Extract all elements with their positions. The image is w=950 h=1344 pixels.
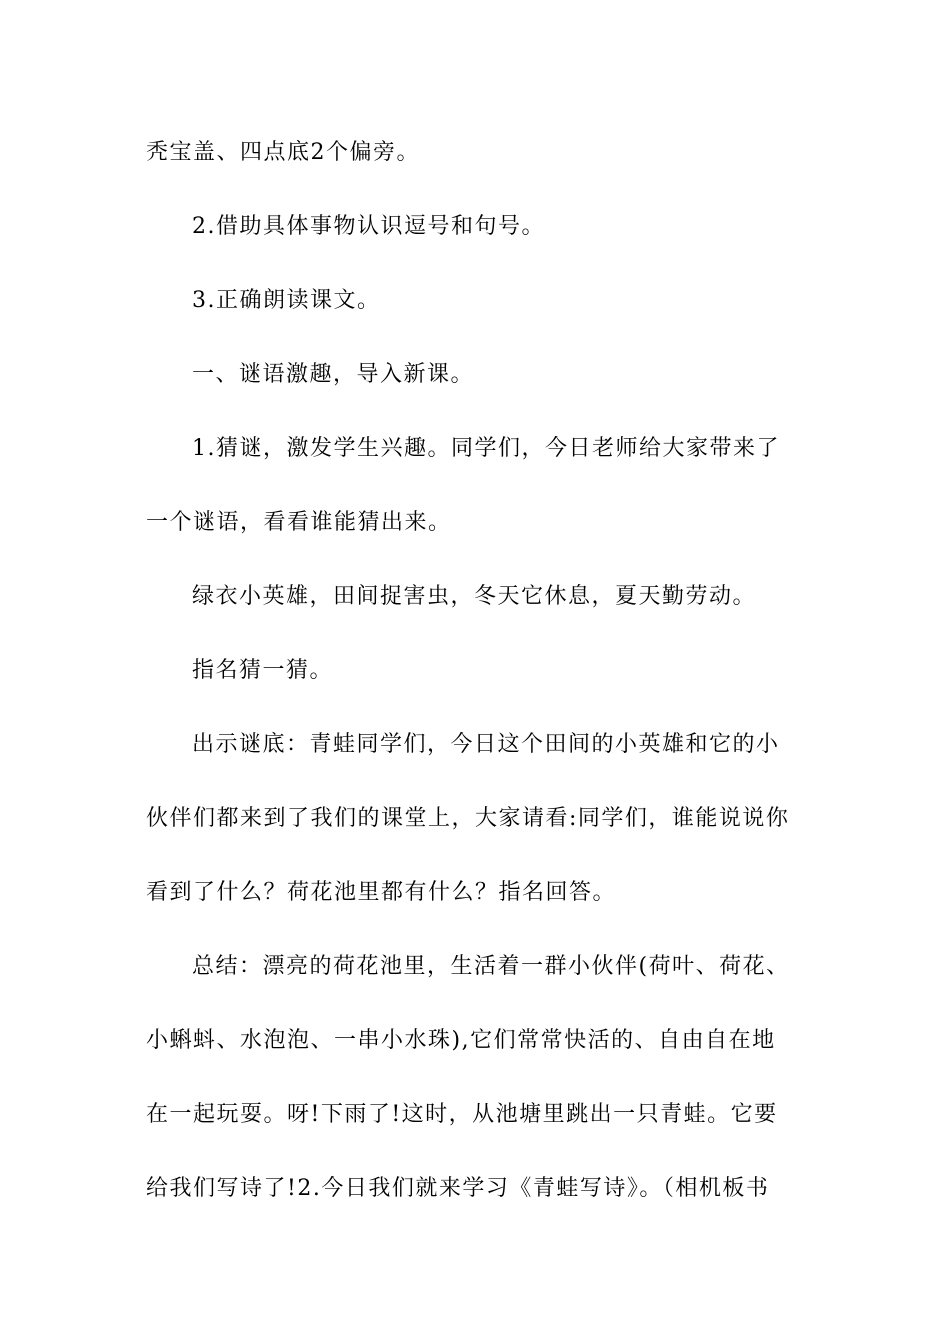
text-line: 2.借助具体事物认识逗号和句号。	[192, 214, 545, 239]
text-line: 给我们写诗了!2.今日我们就来学习《青蛙写诗》。（相机板书	[146, 1176, 770, 1201]
text-line: 总结：漂亮的荷花池里，生活着一群小伙伴(荷叶、荷花、	[192, 954, 790, 979]
text-line: 出示谜底：青蛙同学们，今日这个田间的小英雄和它的小	[192, 732, 780, 757]
text-line: 在一起玩耍。呀!下雨了!这时，从池塘里跳出一只青蛙。它要	[146, 1102, 778, 1127]
text-line: 绿衣小英雄，田间捉害虫，冬天它休息，夏天勤劳动。	[192, 584, 757, 609]
text-line: 1.猜谜，激发学生兴趣。同学们，今日老师给大家带来了	[192, 436, 780, 461]
section-heading: 一、谜语激趣，导入新课。	[192, 362, 475, 387]
text-line: 指名猜一猜。	[192, 658, 334, 683]
text-line: 秃宝盖、四点底2个偏旁。	[146, 140, 420, 165]
text-line: 3.正确朗读课文。	[192, 288, 381, 313]
text-line: 小蝌蚪、水泡泡、一串小水珠),它们常常快活的、自由自在地	[146, 1028, 776, 1053]
text-line: 一个谜语，看看谁能猜出来。	[146, 510, 452, 535]
text-line: 看到了什么？荷花池里都有什么？指名回答。	[146, 880, 617, 905]
text-line: 伙伴们都来到了我们的课堂上，大家请看:同学们，谁能说说你	[146, 806, 790, 831]
